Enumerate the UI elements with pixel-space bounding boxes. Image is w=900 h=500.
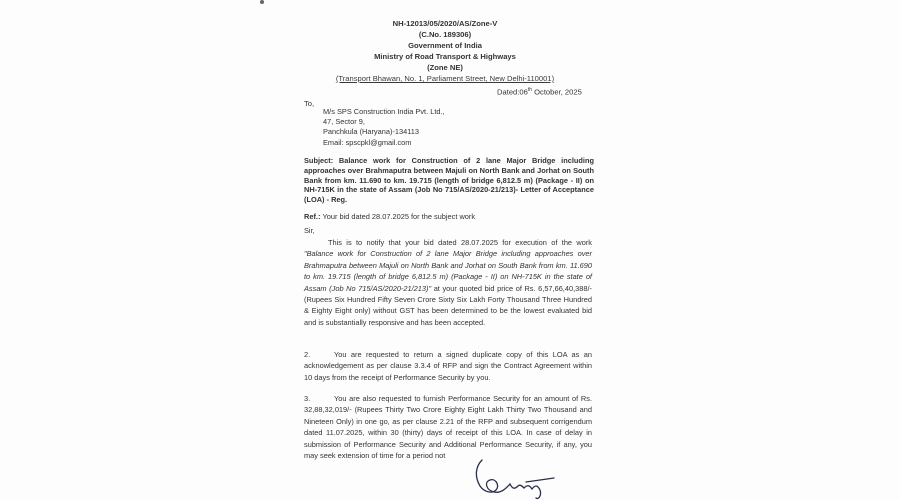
ministry-name: Ministry of Road Transport & Highways bbox=[374, 52, 516, 61]
c-number: (C.No. 189306) bbox=[418, 30, 472, 39]
paragraph-1 bbox=[304, 237, 592, 328]
letterhead bbox=[330, 18, 560, 84]
para3-number: 3. bbox=[304, 394, 311, 403]
paragraph-2 bbox=[304, 349, 592, 383]
date-suffix-sup: th bbox=[527, 87, 532, 93]
to-label: To, bbox=[304, 99, 315, 108]
addressee-line2: Panchkula (Haryana)-134113 bbox=[323, 127, 419, 137]
file-number: NH-12013/05/2020/AS/Zone-V bbox=[392, 19, 498, 28]
government-name: Government of India bbox=[408, 41, 482, 50]
office-address: (Transport Bhawan, No. 1, Parliament Street, New Delhi-110001) bbox=[335, 74, 555, 83]
paragraph-3 bbox=[304, 393, 592, 461]
ref-label: Ref.: bbox=[304, 212, 323, 221]
addressee-name: M/s SPS Construction India Pvt. Ltd., bbox=[323, 107, 445, 116]
subject-text: Balance work for Construction of 2 lane Major Bridge including approaches over Brahmaputra between Majuli on North Bank and Jorhat on South Bank from km. 11.690 to km. 19.715 (length of bridge 6,812.5 m) (Package - II) on NH-715K in the state of Assam (Job No 715/AS/2020-21/213)- Letter of Acceptance (LOA) - Reg. bbox=[304, 156, 594, 205]
addressee-email: Email: spscpkl@gmail.com bbox=[323, 137, 412, 147]
para2-number: 2. bbox=[304, 350, 311, 359]
para1-lead: This is to notify that your bid dated 28.07.2025 for execution of the work bbox=[328, 238, 592, 247]
para2-text: You are requested to return a signed duplicate copy of this LOA as an acknowledgement as per clause 3.3.4 of RFP and sign the Contract Agreement within 10 days from the receipt of Performance Security by you. bbox=[304, 350, 592, 382]
subject-label: Subject: bbox=[304, 156, 339, 165]
addressee-line1: 47, Sector 9, bbox=[323, 117, 365, 127]
scan-speck bbox=[260, 0, 264, 4]
signature-mark bbox=[466, 456, 566, 500]
para1-work-title: "Balance work for Construction of 2 lane Major Bridge including approaches over Brahmaputra between Majuli on North Bank and Jorhat on South Bank from km. 11.690 to km. 19.715 (length of bridge 6,812.5 m) (Package - II) on NH-715K in the state of Assam (Job No 715/AS/2020-21/213)" bbox=[304, 249, 592, 293]
subject-block bbox=[304, 156, 594, 205]
date-prefix: Dated:06 bbox=[497, 87, 528, 97]
date-rest: October, 2025 bbox=[532, 87, 582, 97]
addressee-block bbox=[323, 107, 445, 148]
ref-text: Your bid dated 28.07.2025 for the subject work bbox=[322, 212, 476, 221]
zone-name: (Zone NE) bbox=[427, 63, 463, 72]
reference-line bbox=[304, 212, 475, 221]
salutation: Sir, bbox=[304, 226, 315, 235]
letter-date bbox=[497, 87, 582, 97]
para3-text: You are also requested to furnish Performance Security for an amount of Rs. 32,88,32,019/- (Rupees Thirty Two Crore Eighty Eight Lakh Thirty Two Thousand and Nineteen Only) in one go, as per clause 2.21 of the RFP and subsequent corrigendum dated 11.07.2025, within 30 (thirty) days of receipt of this LOA. In case of delay in submission of Performance Security and Additional Performance Security, if any, you may seek extension of time for a period not bbox=[304, 394, 592, 461]
para1-rest: at your quoted bid price of Rs. 6,57,66,40,388/- (Rupees Six Hundred Fifty Seven Crore Sixty Six Lakh Forty Thousand Three Hundred & Eighty Eight only) without GST has been determined to be the lowest evaluated bid and is substantially responsive and has been accepted. bbox=[304, 283, 592, 327]
